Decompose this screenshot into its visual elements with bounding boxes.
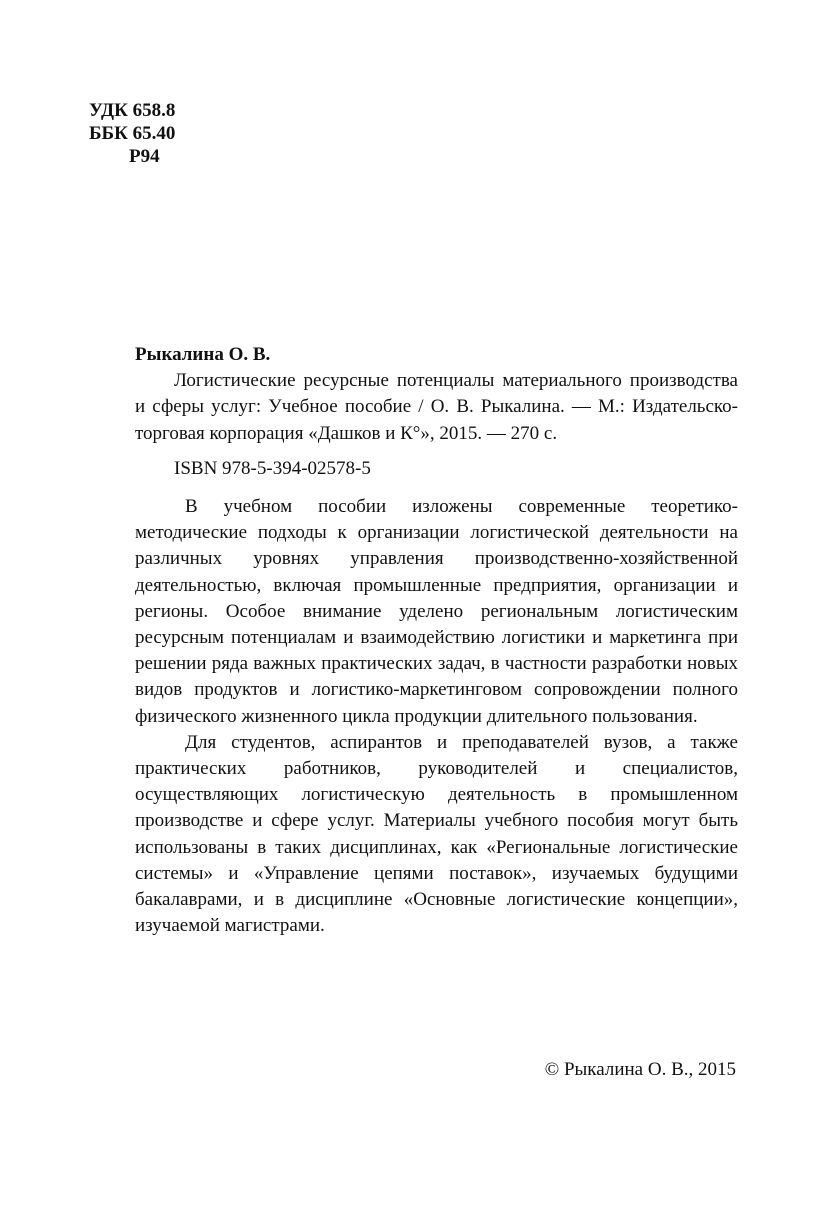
author-mark: Р94 bbox=[129, 146, 160, 167]
bibliographic-reference: Логистические ресурсные потенциалы материального производства и сферы услуг: Учебное пособие / О. В. Рыкалина. — М.: Издательско-торговая корпорация «Дашков и К°», 2015. — 270 с. bbox=[135, 370, 738, 444]
author-name: Рыкалина О. В. bbox=[135, 344, 271, 365]
bbk-code: ББК 65.40 bbox=[89, 123, 176, 144]
udk-code: УДК 658.8 bbox=[89, 100, 176, 121]
bibliographic-card bbox=[135, 342, 738, 939]
abstract-paragraph-2: Для студентов, аспирантов и преподавателей вузов, а также практических работников, руководителей и специалистов, осуществляющих логистическую деятельность в промышленном производстве и сфере услуг. Материалы учебного пособия могут быть использованы в таких дисциплинах, как «Региональные логистические системы» и «Управление цепями поставок», изучаемых будущими бакалаврами, и в дисциплине «Основные логистические концепции», изучаемой магистрами. bbox=[135, 731, 738, 937]
copyright-notice: © Рыкалина О. В., 2015 bbox=[544, 1059, 736, 1080]
isbn: ISBN 978-5-394-02578-5 bbox=[174, 457, 371, 479]
classification-codes bbox=[89, 99, 175, 168]
abstract-paragraph-1: В учебном пособии изложены современные теоретико-методические подходы к организации логистической деятельности на различных уровнях управления производственно-хозяйственной деятельностью, включая промышленные предприятия, организации и регионы. Особое внимание уделено региональным логистическим ресурсным потенциалам и взаимодействию логистики и маркетинга при решении ряда важных практических задач, в частности разработки новых видов продуктов и логистико-маркетинговом сопровождении полного физического жизненного цикла продукции длительного пользования. bbox=[135, 496, 738, 727]
